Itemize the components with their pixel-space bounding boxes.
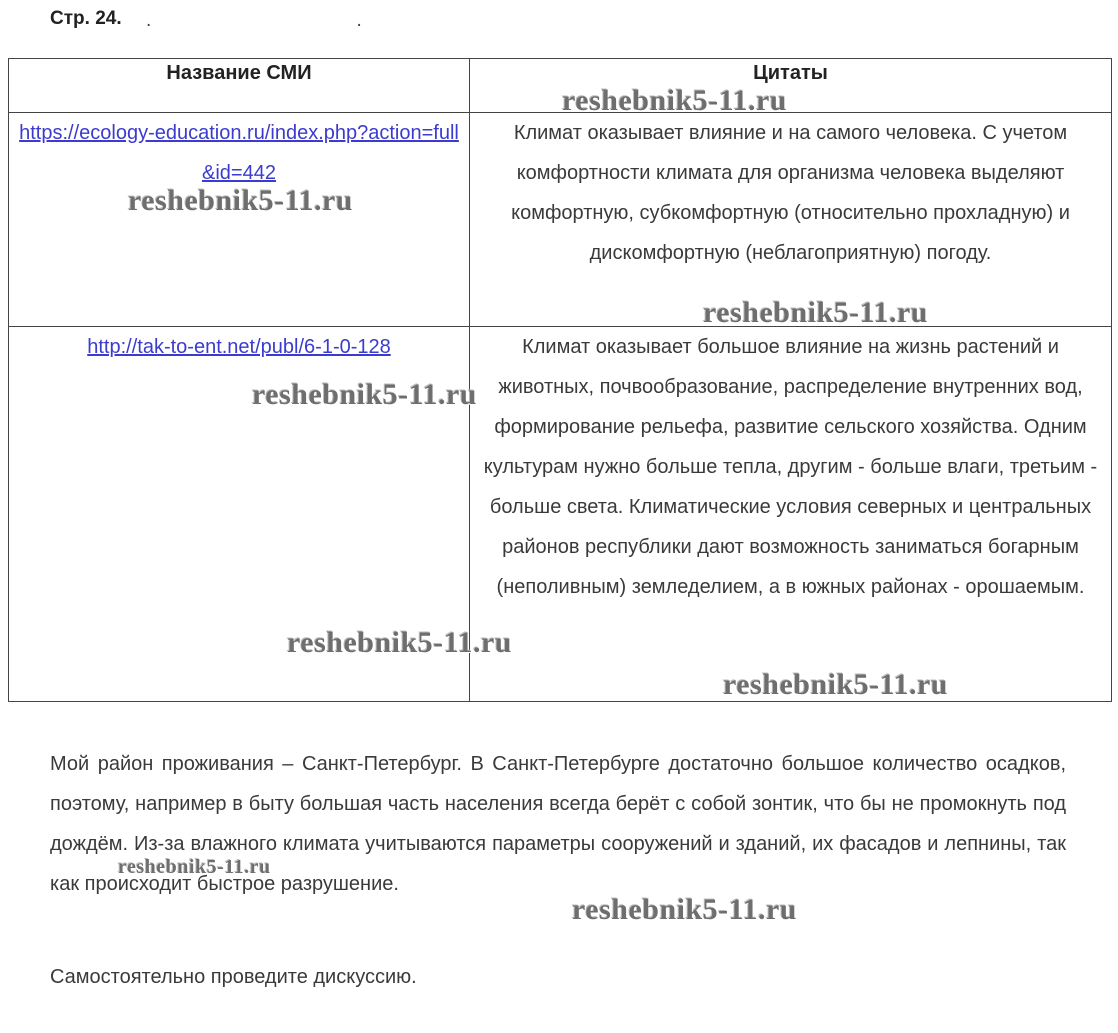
source-link[interactable]: https://ecology-education.ru/index.php?action=full&id=442: [19, 122, 459, 184]
quote-cell: [470, 113, 1112, 327]
watermark: reshebnik5-11.ru: [723, 668, 948, 701]
source-cell: [9, 327, 470, 702]
watermark: reshebnik5-11.ru: [703, 296, 928, 329]
table-row: [9, 327, 1112, 702]
source-cell: [9, 113, 470, 327]
watermark: reshebnik5-11.ru: [252, 378, 477, 411]
watermark: reshebnik5-11.ru: [287, 626, 512, 659]
instruction-paragraph: Самостоятельно проведите дискуссию.: [50, 966, 417, 988]
page-title: Стр. 24.: [50, 8, 122, 29]
watermark: reshebnik5-11.ru: [562, 84, 787, 117]
source-link[interactable]: http://tak-to-ent.net/publ/6-1-0-128: [87, 336, 391, 358]
header-quotes: Цитаты: [470, 59, 1112, 113]
watermark: reshebnik5-11.ru: [128, 184, 353, 217]
quote-cell: [470, 327, 1112, 702]
quote-text: Климат оказывает влияние и на самого человека. С учетом комфортности климата для организма человека выделяют комфортную, субкомфортную (относительно прохладную) и дискомфортную (неблагоприятную) погоду.: [511, 122, 1070, 264]
answer-paragraph: Мой район проживания – Санкт-Петербург. В Санкт-Петербурге достаточно большое количество осадков, поэтому, например в быту большая часть населения всегда берёт с собой зонтик, что бы не промокнуть под дождём. Из-за влажного климата учитываются параметры сооружений и зданий, их фасадов и лепнины, так как происходит быстрое разрушение.: [50, 753, 1066, 895]
watermark: reshebnik5-11.ru: [572, 893, 797, 926]
table-header-row: [9, 59, 1112, 113]
header-media-name: Название СМИ: [9, 59, 470, 113]
media-quotes-table: [8, 58, 1112, 702]
title-dots: . .: [146, 10, 462, 31]
quote-text: Климат оказывает большое влияние на жизнь растений и животных, почвообразование, распределение внутренних вод, формирование рельефа, развитие сельского хозяйства. Одним культурам нужно больше тепла, другим - больше влаги, третьим - больше света. Климатические условия северных и центральных районов республики дают возможность заниматься богарным (неполивным) земледелием, а в южных районах - орошаемым.: [483, 336, 1098, 598]
watermark: reshebnik5-11.ru: [118, 856, 271, 878]
table-row: [9, 113, 1112, 327]
